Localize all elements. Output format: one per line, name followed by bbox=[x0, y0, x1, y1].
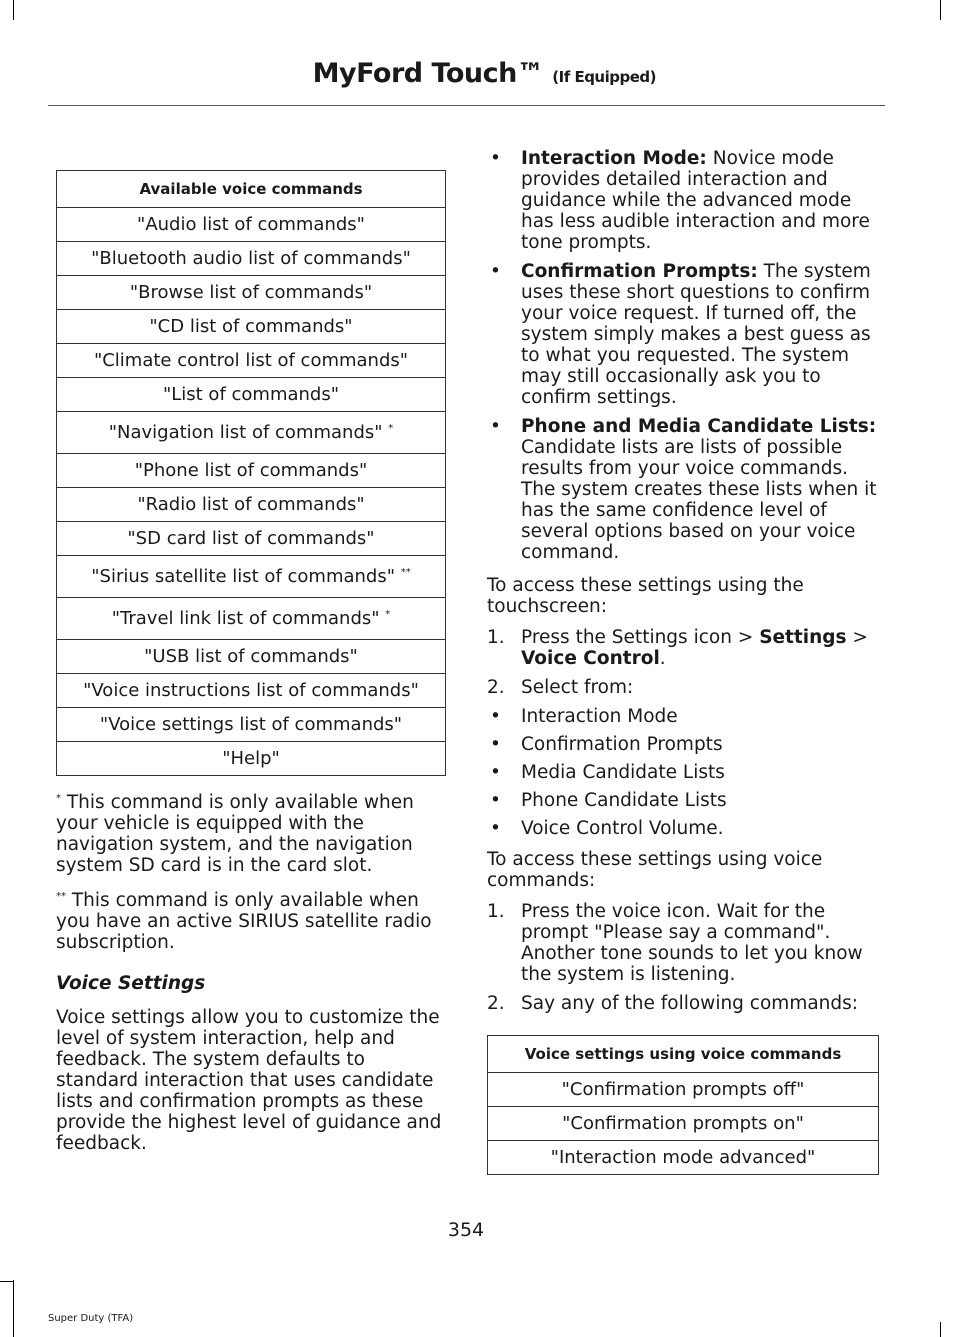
voice-steps bbox=[487, 901, 879, 1014]
crop-mark bbox=[940, 1322, 941, 1337]
table-row: "Help" bbox=[57, 742, 446, 776]
list-item: 1. Press the voice icon. Wait for the prompt "Please say a command". Another tone sounds to let you know the system is listening. bbox=[487, 901, 863, 985]
table-row: "Bluetooth audio list of commands" bbox=[57, 242, 446, 276]
available-commands-table bbox=[56, 170, 446, 776]
header-title: MyFord Touch™ bbox=[312, 58, 544, 89]
list-item: • Interaction Mode: Novice mode provides detailed interaction and guidance while the advanced mode has less audible interaction and more tone prompts. bbox=[487, 148, 879, 253]
table-row: "Climate control list of commands" bbox=[57, 344, 446, 378]
left-column bbox=[56, 170, 446, 1154]
table-row: "Confirmation prompts off" bbox=[488, 1073, 879, 1107]
crop-mark bbox=[13, 0, 14, 20]
header-rule bbox=[48, 105, 885, 106]
page-header bbox=[313, 58, 656, 89]
paragraph: To access these settings using the touchscreen: bbox=[487, 575, 804, 617]
paragraph: To access these settings using voice commands: bbox=[487, 849, 823, 891]
table-row: "Interaction mode advanced" bbox=[488, 1141, 879, 1175]
crop-mark bbox=[940, 0, 941, 20]
table-row: "Phone list of commands" bbox=[57, 454, 446, 488]
table-row: "CD list of commands" bbox=[57, 310, 446, 344]
paragraph: Voice settings allow you to customize the level of system interaction, help and feedback. The system defaults to standard interaction that uses candidate lists and confirmation prompts as these provide the highest level of guidance and feedback. bbox=[56, 1007, 442, 1155]
list-item: • Confirmation Prompts bbox=[487, 734, 879, 755]
table-row: "Voice settings list of commands" bbox=[57, 708, 446, 742]
table-row: "Sirius satellite list of commands" ** bbox=[57, 556, 446, 598]
footnote: * This command is only available when your vehicle is equipped with the navigation system, and the navigation system SD card is in the card slot. bbox=[56, 792, 414, 877]
section-heading: Voice Settings bbox=[56, 973, 206, 995]
voice-settings-table bbox=[487, 1035, 879, 1175]
table-header: Available voice commands bbox=[57, 171, 446, 208]
settings-bullet-list bbox=[487, 148, 879, 563]
footer-text: Super Duty (TFA) bbox=[48, 1313, 134, 1324]
table-row: "List of commands" bbox=[57, 378, 446, 412]
right-column bbox=[487, 148, 879, 1175]
list-item: • Interaction Mode bbox=[487, 706, 879, 727]
list-item: • Phone Candidate Lists bbox=[487, 790, 879, 811]
table-row: "Confirmation prompts on" bbox=[488, 1107, 879, 1141]
crop-mark bbox=[0, 1281, 14, 1282]
footnote: ** This command is only available when you have an active SIRIUS satellite radio subscription. bbox=[56, 890, 432, 954]
table-row: "SD card list of commands" bbox=[57, 522, 446, 556]
table-row: "Audio list of commands" bbox=[57, 208, 446, 242]
list-item: • Confirmation Prompts: The system uses these short questions to confirm your voice request. If turned off, the system simply makes a best guess as to what you requested. The system may still occasionally ask you to confirm settings. bbox=[487, 261, 879, 408]
table-row: "Voice instructions list of commands" bbox=[57, 674, 446, 708]
table-row: "Navigation list of commands" * bbox=[57, 412, 446, 454]
table-row: "Radio list of commands" bbox=[57, 488, 446, 522]
table-header: Voice settings using voice commands bbox=[488, 1036, 879, 1073]
table-row: "USB list of commands" bbox=[57, 640, 446, 674]
list-item: • Media Candidate Lists bbox=[487, 762, 879, 783]
options-list bbox=[487, 706, 879, 839]
table-row: "Browse list of commands" bbox=[57, 276, 446, 310]
list-item: 1. Press the Settings icon > Settings > Voice Control. bbox=[487, 627, 868, 669]
list-item: • Phone and Media Candidate Lists: Candidate lists are lists of possible results from your voice commands. The system creates these lists when it has the same confidence level of several options based on your voice command. bbox=[487, 416, 879, 563]
list-item: • Voice Control Volume. bbox=[487, 818, 879, 839]
table-row: "Travel link list of commands" * bbox=[57, 598, 446, 640]
page-number: 354 bbox=[447, 1219, 485, 1241]
touchscreen-steps bbox=[487, 627, 879, 698]
list-item: 2. Say any of the following commands: bbox=[487, 993, 859, 1014]
list-item: 2. Select from: bbox=[487, 677, 634, 698]
crop-mark bbox=[13, 1280, 14, 1337]
header-qualifier: (If Equipped) bbox=[552, 68, 656, 86]
